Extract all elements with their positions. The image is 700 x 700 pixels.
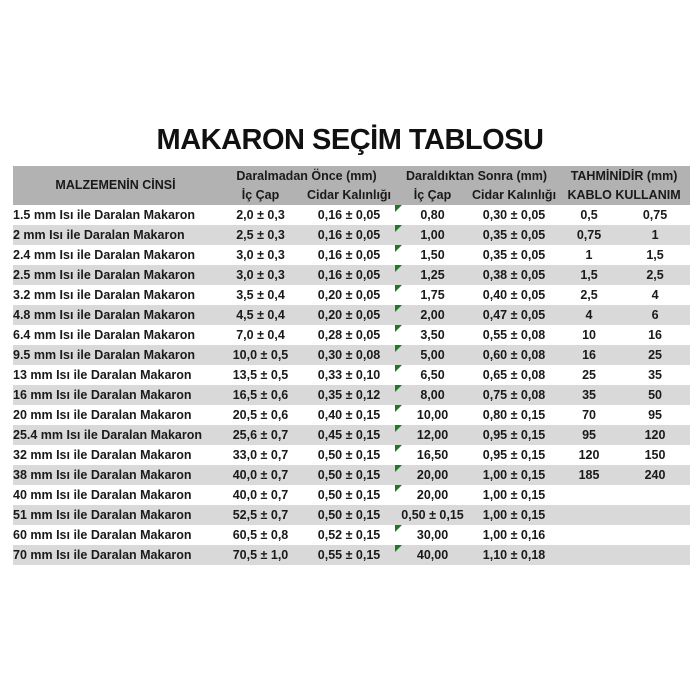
table-row <box>13 345 690 365</box>
table-row <box>13 245 690 265</box>
cable-cell-text: 1,5 <box>580 268 598 282</box>
table-row <box>13 405 690 425</box>
before-wall-thickness-cell-text: 0,16 ± 0,05 <box>317 268 381 282</box>
column-header-before-wall-thickness: Cidar Kalınlığı <box>303 186 395 205</box>
usage-cell <box>620 445 690 465</box>
after-wall-thickness-cell <box>470 425 558 445</box>
after-wall-thickness-cell <box>470 205 558 225</box>
column-header-cable-usage: KABLO KULLANIM <box>558 186 690 205</box>
after-wall-thickness-cell <box>470 365 558 385</box>
before-inner-diameter-cell-text: 2,0 ± 0,3 <box>236 208 285 222</box>
usage-cell <box>620 285 690 305</box>
before-wall-thickness-cell-text: 0,45 ± 0,15 <box>317 428 381 442</box>
column-header-material: MALZEMENİN CİNSİ <box>13 166 218 205</box>
after-wall-thickness-cell-text: 0,55 ± 0,08 <box>482 328 546 342</box>
before-wall-thickness-cell <box>303 345 395 365</box>
table-row <box>13 525 690 545</box>
after-wall-thickness-cell-text: 0,35 ± 0,05 <box>482 228 546 242</box>
green-corner-flag-icon <box>395 265 402 272</box>
material-cell <box>13 205 218 225</box>
before-inner-diameter-cell-text: 13,5 ± 0,5 <box>232 368 289 382</box>
before-wall-thickness-cell <box>303 265 395 285</box>
before-inner-diameter-cell <box>218 425 303 445</box>
after-wall-thickness-cell-text: 0,35 ± 0,05 <box>482 248 546 262</box>
after-wall-thickness-cell-text: 1,00 ± 0,16 <box>482 528 546 542</box>
after-inner-diameter-cell <box>395 285 470 305</box>
material-cell <box>13 225 218 245</box>
after-inner-diameter-cell <box>395 405 470 425</box>
cable-cell <box>558 305 620 325</box>
cable-cell <box>558 285 620 305</box>
after-inner-diameter-cell <box>395 545 470 565</box>
cable-cell <box>558 525 620 545</box>
green-corner-flag-icon <box>395 525 402 532</box>
green-corner-flag-icon <box>395 245 402 252</box>
before-inner-diameter-cell <box>218 245 303 265</box>
usage-cell <box>620 485 690 505</box>
material-cell-text: 2 mm Isı ile Daralan Makaron <box>13 228 185 242</box>
table-body <box>13 205 690 565</box>
cable-cell <box>558 505 620 525</box>
table-row <box>13 205 690 225</box>
after-inner-diameter-cell-text: 8,00 <box>420 388 445 402</box>
after-wall-thickness-cell-text: 0,95 ± 0,15 <box>482 428 546 442</box>
before-inner-diameter-cell-text: 40,0 ± 0,7 <box>232 468 289 482</box>
cable-cell-text: 16 <box>582 348 596 362</box>
before-wall-thickness-cell <box>303 405 395 425</box>
after-wall-thickness-cell-text: 1,10 ± 0,18 <box>482 548 546 562</box>
before-inner-diameter-cell-text: 4,5 ± 0,4 <box>236 308 285 322</box>
table-row <box>13 365 690 385</box>
page-title: MAKARON SEÇİM TABLOSU <box>156 124 544 156</box>
cable-cell-text: 0,5 <box>580 208 598 222</box>
before-inner-diameter-cell-text: 10,0 ± 0,5 <box>232 348 289 362</box>
green-corner-flag-icon <box>395 405 402 412</box>
cable-cell <box>558 485 620 505</box>
after-wall-thickness-cell-text: 0,80 ± 0,15 <box>482 408 546 422</box>
usage-cell-text: 240 <box>644 468 666 482</box>
before-wall-thickness-cell <box>303 525 395 545</box>
before-wall-thickness-cell-text: 0,16 ± 0,05 <box>317 248 381 262</box>
after-wall-thickness-cell-text: 0,65 ± 0,08 <box>482 368 546 382</box>
material-cell <box>13 425 218 445</box>
material-cell-text: 16 mm Isı ile Daralan Makaron <box>13 388 192 402</box>
column-group-after-shrink: Daraldıktan Sonra (mm) <box>395 166 558 186</box>
cable-cell-text: 0,75 <box>576 228 602 242</box>
table-header <box>13 166 690 205</box>
usage-cell-text: 150 <box>644 448 666 462</box>
after-inner-diameter-cell-text: 30,00 <box>416 528 449 542</box>
before-inner-diameter-cell <box>218 465 303 485</box>
table-row <box>13 225 690 245</box>
before-inner-diameter-cell <box>218 485 303 505</box>
material-cell <box>13 305 218 325</box>
usage-cell-text: 2,5 <box>646 268 664 282</box>
before-wall-thickness-cell <box>303 485 395 505</box>
usage-cell <box>620 325 690 345</box>
material-cell <box>13 265 218 285</box>
table-row <box>13 305 690 325</box>
usage-cell-text: 1 <box>651 228 659 242</box>
before-wall-thickness-cell-text: 0,30 ± 0,08 <box>317 348 381 362</box>
before-inner-diameter-cell <box>218 385 303 405</box>
before-inner-diameter-cell <box>218 285 303 305</box>
after-wall-thickness-cell <box>470 445 558 465</box>
green-corner-flag-icon <box>395 205 402 212</box>
before-wall-thickness-cell <box>303 205 395 225</box>
cable-cell-text: 1 <box>585 248 593 262</box>
cable-cell-text: 25 <box>582 368 596 382</box>
material-cell-text: 1.5 mm Isı ile Daralan Makaron <box>13 208 196 222</box>
after-wall-thickness-cell <box>470 245 558 265</box>
green-corner-flag-icon <box>395 325 402 332</box>
green-corner-flag-icon <box>395 305 402 312</box>
after-inner-diameter-cell-text: 16,50 <box>416 448 449 462</box>
after-inner-diameter-cell <box>395 445 470 465</box>
after-wall-thickness-cell-text: 0,60 ± 0,08 <box>482 348 546 362</box>
after-wall-thickness-cell-text: 1,00 ± 0,15 <box>482 508 546 522</box>
after-wall-thickness-cell <box>470 285 558 305</box>
table-row <box>13 265 690 285</box>
green-corner-flag-icon <box>395 425 402 432</box>
cable-cell-text: 4 <box>585 308 593 322</box>
before-wall-thickness-cell <box>303 505 395 525</box>
before-inner-diameter-cell-text: 52,5 ± 0,7 <box>232 508 289 522</box>
before-wall-thickness-cell <box>303 325 395 345</box>
usage-cell-text: 16 <box>648 328 662 342</box>
before-inner-diameter-cell <box>218 205 303 225</box>
material-cell <box>13 505 218 525</box>
table-row <box>13 485 690 505</box>
table-row <box>13 385 690 405</box>
after-wall-thickness-cell-text: 0,40 ± 0,05 <box>482 288 546 302</box>
after-inner-diameter-cell <box>395 465 470 485</box>
green-corner-flag-icon <box>395 385 402 392</box>
material-cell-text: 2.5 mm Isı ile Daralan Makaron <box>13 268 196 282</box>
before-wall-thickness-cell-text: 0,52 ± 0,15 <box>317 528 381 542</box>
material-cell-text: 3.2 mm Isı ile Daralan Makaron <box>13 288 196 302</box>
usage-cell-text: 6 <box>651 308 659 322</box>
green-corner-flag-icon <box>395 225 402 232</box>
material-cell-text: 2.4 mm Isı ile Daralan Makaron <box>13 248 196 262</box>
after-wall-thickness-cell <box>470 385 558 405</box>
cable-cell-text: 10 <box>582 328 596 342</box>
cable-cell <box>558 425 620 445</box>
after-inner-diameter-cell-text: 5,00 <box>420 348 445 362</box>
before-inner-diameter-cell-text: 60,5 ± 0,8 <box>232 528 289 542</box>
material-cell <box>13 445 218 465</box>
before-inner-diameter-cell <box>218 525 303 545</box>
before-inner-diameter-cell <box>218 345 303 365</box>
material-cell-text: 6.4 mm Isı ile Daralan Makaron <box>13 328 196 342</box>
after-wall-thickness-cell <box>470 325 558 345</box>
before-wall-thickness-cell-text: 0,16 ± 0,05 <box>317 208 381 222</box>
after-wall-thickness-cell <box>470 405 558 425</box>
before-inner-diameter-cell-text: 25,6 ± 0,7 <box>232 428 289 442</box>
material-cell <box>13 325 218 345</box>
after-wall-thickness-cell <box>470 305 558 325</box>
before-wall-thickness-cell-text: 0,40 ± 0,15 <box>317 408 381 422</box>
cable-cell-text: 70 <box>582 408 596 422</box>
after-wall-thickness-cell <box>470 485 558 505</box>
usage-cell <box>620 305 690 325</box>
before-wall-thickness-cell <box>303 305 395 325</box>
after-inner-diameter-cell-text: 6,50 <box>420 368 445 382</box>
cable-cell <box>558 465 620 485</box>
usage-cell-text: 35 <box>648 368 662 382</box>
before-inner-diameter-cell-text: 3,0 ± 0,3 <box>236 248 285 262</box>
after-inner-diameter-cell <box>395 325 470 345</box>
usage-cell-text: 120 <box>644 428 666 442</box>
after-inner-diameter-cell-text: 1,50 <box>420 248 445 262</box>
after-inner-diameter-cell-text: 0,80 <box>420 208 445 222</box>
before-wall-thickness-cell <box>303 285 395 305</box>
after-inner-diameter-cell-text: 0,50 ± 0,15 <box>401 508 464 522</box>
green-corner-flag-icon <box>395 285 402 292</box>
after-inner-diameter-cell-text: 20,00 <box>416 468 449 482</box>
after-inner-diameter-cell-text: 1,25 <box>420 268 445 282</box>
material-cell <box>13 465 218 485</box>
after-wall-thickness-cell <box>470 345 558 365</box>
before-inner-diameter-cell-text: 3,0 ± 0,3 <box>236 268 285 282</box>
before-inner-diameter-cell <box>218 325 303 345</box>
usage-cell-text: 1,5 <box>646 248 664 262</box>
after-inner-diameter-cell-text: 1,75 <box>420 288 445 302</box>
material-cell <box>13 285 218 305</box>
after-wall-thickness-cell-text: 0,75 ± 0,08 <box>482 388 546 402</box>
before-inner-diameter-cell <box>218 365 303 385</box>
column-header-after-wall-thickness: Cidar Kalınlığı <box>470 186 558 205</box>
cable-cell <box>558 545 620 565</box>
before-wall-thickness-cell-text: 0,28 ± 0,05 <box>317 328 381 342</box>
cable-cell <box>558 405 620 425</box>
cable-cell <box>558 225 620 245</box>
before-wall-thickness-cell-text: 0,55 ± 0,15 <box>317 548 381 562</box>
table-row <box>13 285 690 305</box>
cable-cell-text: 185 <box>578 468 600 482</box>
before-wall-thickness-cell <box>303 365 395 385</box>
green-corner-flag-icon <box>395 465 402 472</box>
material-cell-text: 38 mm Isı ile Daralan Makaron <box>13 468 192 482</box>
before-wall-thickness-cell-text: 0,50 ± 0,15 <box>317 448 381 462</box>
usage-cell <box>620 425 690 445</box>
cable-cell <box>558 245 620 265</box>
after-wall-thickness-cell <box>470 505 558 525</box>
column-header-before-inner-diameter: İç Çap <box>218 186 303 205</box>
before-inner-diameter-cell-text: 33,0 ± 0,7 <box>232 448 289 462</box>
before-wall-thickness-cell-text: 0,50 ± 0,15 <box>317 468 381 482</box>
before-inner-diameter-cell <box>218 445 303 465</box>
after-inner-diameter-cell <box>395 365 470 385</box>
material-cell-text: 20 mm Isı ile Daralan Makaron <box>13 408 192 422</box>
column-group-estimated: TAHMİNİDİR (mm) <box>558 166 690 186</box>
after-wall-thickness-cell-text: 0,47 ± 0,05 <box>482 308 546 322</box>
before-wall-thickness-cell <box>303 385 395 405</box>
after-inner-diameter-cell <box>395 525 470 545</box>
before-inner-diameter-cell <box>218 265 303 285</box>
column-header-after-inner-diameter: İç Çap <box>395 186 470 205</box>
after-inner-diameter-cell <box>395 245 470 265</box>
usage-cell-text: 50 <box>648 388 662 402</box>
after-wall-thickness-cell <box>470 265 558 285</box>
material-cell-text: 13 mm Isı ile Daralan Makaron <box>13 368 192 382</box>
material-cell-text: 9.5 mm Isı ile Daralan Makaron <box>13 348 196 362</box>
before-inner-diameter-cell-text: 2,5 ± 0,3 <box>236 228 285 242</box>
usage-cell <box>620 205 690 225</box>
before-wall-thickness-cell-text: 0,50 ± 0,15 <box>317 508 381 522</box>
cable-cell <box>558 385 620 405</box>
cable-cell <box>558 205 620 225</box>
material-cell-text: 4.8 mm Isı ile Daralan Makaron <box>13 308 196 322</box>
table-row <box>13 445 690 465</box>
usage-cell <box>620 345 690 365</box>
material-cell-text: 40 mm Isı ile Daralan Makaron <box>13 488 192 502</box>
after-wall-thickness-cell-text: 1,00 ± 0,15 <box>482 488 546 502</box>
before-inner-diameter-cell-text: 7,0 ± 0,4 <box>236 328 285 342</box>
before-wall-thickness-cell-text: 0,20 ± 0,05 <box>317 308 381 322</box>
green-corner-flag-icon <box>395 545 402 552</box>
usage-cell <box>620 525 690 545</box>
usage-cell <box>620 385 690 405</box>
after-inner-diameter-cell <box>395 205 470 225</box>
after-wall-thickness-cell-text: 0,38 ± 0,05 <box>482 268 546 282</box>
usage-cell <box>620 545 690 565</box>
after-wall-thickness-cell <box>470 465 558 485</box>
green-corner-flag-icon <box>395 485 402 492</box>
before-inner-diameter-cell <box>218 545 303 565</box>
before-wall-thickness-cell <box>303 545 395 565</box>
after-inner-diameter-cell-text: 1,00 <box>420 228 445 242</box>
material-cell <box>13 405 218 425</box>
usage-cell-text: 0,75 <box>642 208 668 222</box>
green-corner-flag-icon <box>395 445 402 452</box>
before-wall-thickness-cell-text: 0,33 ± 0,10 <box>317 368 381 382</box>
material-cell-text: 25.4 mm Isı ile Daralan Makaron <box>13 428 202 442</box>
table-row <box>13 545 690 565</box>
cable-cell-text: 2,5 <box>580 288 598 302</box>
cable-cell <box>558 265 620 285</box>
usage-cell <box>620 505 690 525</box>
material-cell-text: 51 mm Isı ile Daralan Makaron <box>13 508 192 522</box>
after-inner-diameter-cell <box>395 345 470 365</box>
before-wall-thickness-cell <box>303 225 395 245</box>
cable-cell <box>558 365 620 385</box>
usage-cell <box>620 225 690 245</box>
before-wall-thickness-cell <box>303 245 395 265</box>
before-inner-diameter-cell <box>218 405 303 425</box>
table-row <box>13 465 690 485</box>
after-wall-thickness-cell <box>470 525 558 545</box>
table-row <box>13 505 690 525</box>
before-wall-thickness-cell-text: 0,50 ± 0,15 <box>317 488 381 502</box>
material-cell <box>13 365 218 385</box>
green-corner-flag-icon <box>395 365 402 372</box>
material-cell <box>13 485 218 505</box>
before-inner-diameter-cell-text: 40,0 ± 0,7 <box>232 488 289 502</box>
material-cell <box>13 345 218 365</box>
before-wall-thickness-cell <box>303 425 395 445</box>
after-inner-diameter-cell-text: 10,00 <box>416 408 449 422</box>
after-inner-diameter-cell <box>395 425 470 445</box>
before-inner-diameter-cell <box>218 305 303 325</box>
usage-cell <box>620 245 690 265</box>
green-corner-flag-icon <box>395 345 402 352</box>
after-inner-diameter-cell <box>395 265 470 285</box>
after-wall-thickness-cell-text: 0,95 ± 0,15 <box>482 448 546 462</box>
table-row <box>13 325 690 345</box>
material-cell <box>13 545 218 565</box>
material-cell <box>13 245 218 265</box>
before-inner-diameter-cell-text: 3,5 ± 0,4 <box>236 288 285 302</box>
after-inner-diameter-cell-text: 12,00 <box>416 428 449 442</box>
before-wall-thickness-cell <box>303 445 395 465</box>
material-cell <box>13 525 218 545</box>
before-inner-diameter-cell <box>218 225 303 245</box>
usage-cell <box>620 265 690 285</box>
usage-cell <box>620 405 690 425</box>
usage-cell-text: 25 <box>648 348 662 362</box>
cable-cell-text: 35 <box>582 388 596 402</box>
usage-cell <box>620 465 690 485</box>
before-wall-thickness-cell <box>303 465 395 485</box>
material-cell <box>13 385 218 405</box>
usage-cell <box>620 365 690 385</box>
material-cell-text: 32 mm Isı ile Daralan Makaron <box>13 448 192 462</box>
after-wall-thickness-cell <box>470 225 558 245</box>
table <box>13 166 690 565</box>
after-inner-diameter-cell-text: 3,50 <box>420 328 445 342</box>
after-wall-thickness-cell <box>470 545 558 565</box>
after-wall-thickness-cell-text: 1,00 ± 0,15 <box>482 468 546 482</box>
table-row <box>13 425 690 445</box>
after-inner-diameter-cell-text: 40,00 <box>416 548 449 562</box>
after-wall-thickness-cell-text: 0,30 ± 0,05 <box>482 208 546 222</box>
cable-cell <box>558 325 620 345</box>
after-inner-diameter-cell-text: 2,00 <box>420 308 445 322</box>
before-inner-diameter-cell-text: 16,5 ± 0,6 <box>232 388 289 402</box>
material-cell-text: 60 mm Isı ile Daralan Makaron <box>13 528 192 542</box>
cable-cell-text: 95 <box>582 428 596 442</box>
before-inner-diameter-cell-text: 70,5 ± 1,0 <box>232 548 289 562</box>
after-inner-diameter-cell <box>395 505 470 525</box>
after-inner-diameter-cell <box>395 485 470 505</box>
before-wall-thickness-cell-text: 0,20 ± 0,05 <box>317 288 381 302</box>
before-inner-diameter-cell <box>218 505 303 525</box>
after-inner-diameter-cell <box>395 385 470 405</box>
column-group-before-shrink: Daralmadan Önce (mm) <box>218 166 395 186</box>
cable-cell <box>558 345 620 365</box>
cable-cell <box>558 445 620 465</box>
usage-cell-text: 95 <box>648 408 662 422</box>
after-inner-diameter-cell <box>395 225 470 245</box>
before-wall-thickness-cell-text: 0,35 ± 0,12 <box>317 388 381 402</box>
makaron-selection-table <box>13 166 690 565</box>
before-inner-diameter-cell-text: 20,5 ± 0,6 <box>232 408 289 422</box>
material-cell-text: 70 mm Isı ile Daralan Makaron <box>13 548 192 562</box>
cable-cell-text: 120 <box>578 448 600 462</box>
before-wall-thickness-cell-text: 0,16 ± 0,05 <box>317 228 381 242</box>
after-inner-diameter-cell-text: 20,00 <box>416 488 449 502</box>
usage-cell-text: 4 <box>651 288 659 302</box>
after-inner-diameter-cell <box>395 305 470 325</box>
